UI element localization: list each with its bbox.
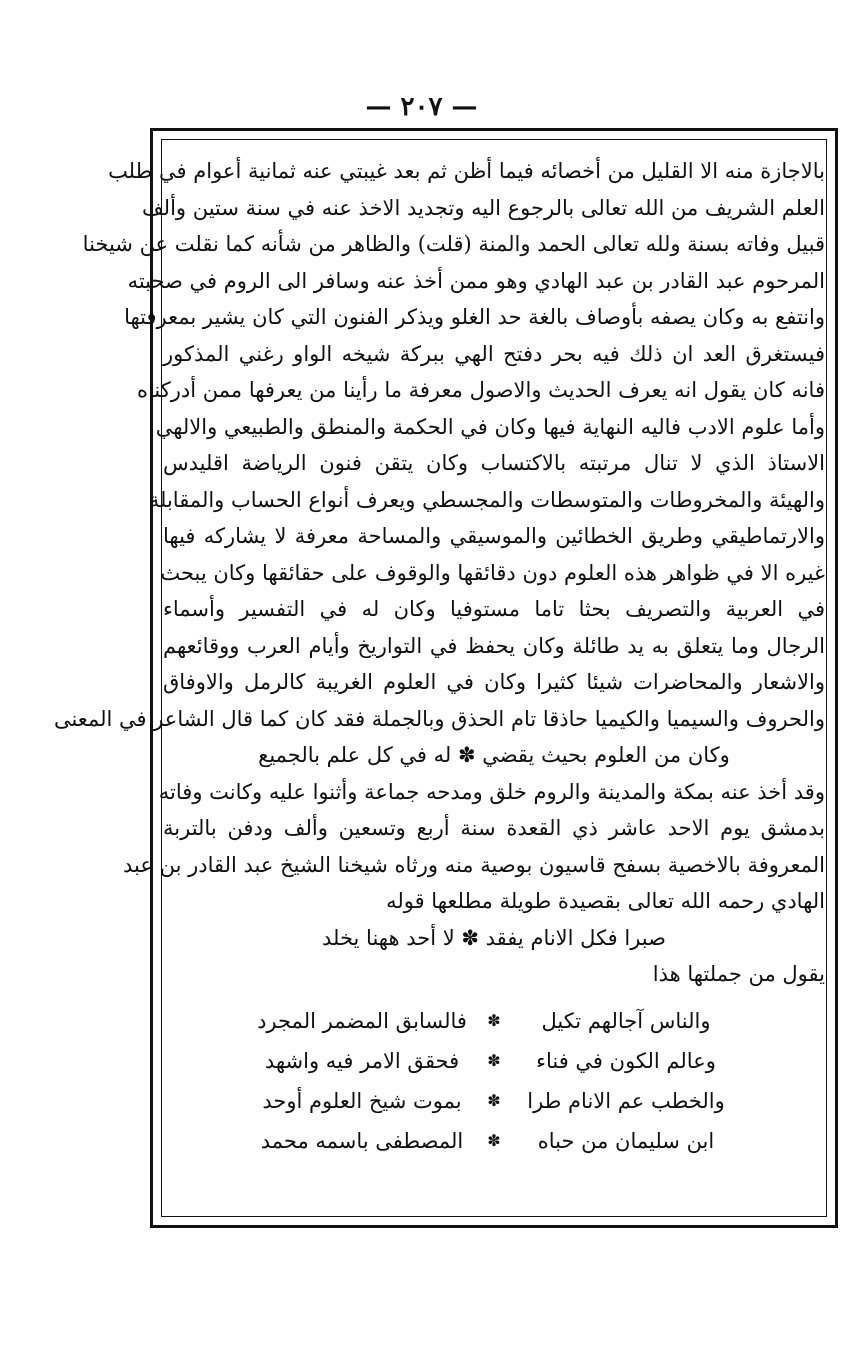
verse-line: صبرا فكل الانام يفقد ✽ لا أحد ههنا يخلد (322, 925, 666, 950)
poem-verse (163, 1041, 825, 1081)
poem-hemistich-second: بموت شيخ العلوم أوحد (262, 1088, 462, 1113)
prose-line: والحروف والسيميا والكيميا حاذقا تام الحذق وبالجملة فقد كان كما قال الشاعر في المعنى (53, 706, 825, 731)
prose-line: والهيئة والمخروطات والمتوسطات والمجسطي ويعرف أنواع الحساب والمقابلة (148, 487, 825, 512)
prose-line: قبيل وفاته بسنة ولله تعالى الحمد والمنة (قلت) والظاهر من شأنه كما نقلت عن شيخنا (82, 232, 825, 256)
main-text-block (53, 153, 826, 1213)
poem-verse (163, 1001, 825, 1041)
poem-hemistich-second: فحقق الامر فيه واشهد (264, 1048, 460, 1073)
prose-line: وقد أخذ عنه بمكة والمدينة والروم خلق ومدحه جماعة وأثنوا عليه وكانت وفاته (158, 779, 825, 804)
prose-line: بالاجازة منه الا القليل من أخصائه فيما أظن ثم بعد غيبتي عنه ثمانية أعوام في طلب (108, 159, 825, 183)
poem-hemistich-first: ابن سليمان من حباه (537, 1128, 715, 1153)
prose-line: والاشعار والمحاضرات شيئا كثيرا وكان في العلوم الغريبة كالرمل والاوفاق (163, 670, 825, 694)
prose-line: بدمشق يوم الاحد عاشر ذي القعدة سنة أربع وتسعين وألف ودفن بالتربة (163, 816, 826, 840)
prose-line: الاستاذ الذي لا تنال مرتبته بالاكتساب وكان يتقن فنون الرياضة اقليدس (163, 451, 825, 475)
poem-hemistich-second: المصطفى باسمه محمد (260, 1128, 464, 1153)
poem-hemistich-second: فالسابق المضمر المجرد (257, 1008, 467, 1033)
prose-line: الهادي رحمه الله تعالى بقصيدة طويلة مطلعها قوله (386, 889, 825, 913)
spacer (163, 993, 825, 1001)
poem-hemistich-first: وعالم الكون في فناء (536, 1048, 716, 1073)
verse-separator-icon: ✽ (487, 1050, 501, 1070)
prose-line: الرجال وما يتعلق به يد طائلة وكان يحفظ في التواريخ وأيام العرب ووقائعهم (163, 633, 825, 658)
page-number: — ٢٠٧ — (365, 92, 478, 122)
verse-separator-icon: ✽ (487, 1090, 501, 1110)
prose-line: المرحوم عبد القادر بن عبد الهادي وهو ممن أخذ عنه وسافر الى الروم في صحبته (127, 268, 825, 293)
poem-verse (163, 1121, 825, 1161)
page-border (53, 128, 838, 1228)
verse-separator-icon: ✽ (487, 1130, 501, 1150)
verse-separator-icon: ✽ (487, 1010, 501, 1030)
prose-line: وأما علوم الادب فاليه النهاية فيها وكان في الحكمة والمنطق والطبيعي والالهي (155, 414, 825, 439)
prose-intro-line: يقول من جملتها هذا (652, 962, 825, 986)
prose-line: العلم الشريف من الله تعالى بالرجوع اليه وتجديد الاخذ عنه في سنة ستين وألف (141, 195, 825, 220)
verse-line: وكان من العلوم بحيث يقضي ✽ له في كل علم بالجميع (258, 743, 730, 767)
poem-hemistich-first: والناس آجالهم تكيل (541, 1008, 711, 1033)
prose-line: غيره الا في ظواهر هذه العلوم دون دقائقها والوقوف على حقائقها وكان يبحث (160, 560, 825, 585)
prose-line: فيستغرق العد ان ذلك فيه بحر دفتح الهي ببركة شيخه الواو رغني المذكور (163, 341, 825, 366)
prose-line: فانه كان يقول انه يعرف الحديث والاصول معرفة ما رأينا من يعرفها ممن أدركناه (137, 378, 825, 402)
prose-line: في العربية والتصريف بحثا تاما مستوفيا وكان له في التفسير وأسماء (163, 597, 825, 621)
poem-verse (163, 1081, 825, 1121)
prose-line: المعروفة بالاخصية بسفح قاسيون بوصية منه ورثاه شيخنا الشيخ عبد القادر بن عبد (123, 852, 825, 877)
poem-hemistich-first: والخطب عم الانام طرا (527, 1088, 725, 1113)
prose-line: وانتفع به وكان يصفه بأوصاف بالغة حد الغلو ويذكر الفنون التي كان يشير بمعرفتها (124, 305, 825, 329)
prose-line: والارتماطيقي وطريق الخطائين والموسيقي والمساحة معرفة لا يشاركه فيها (163, 524, 825, 548)
